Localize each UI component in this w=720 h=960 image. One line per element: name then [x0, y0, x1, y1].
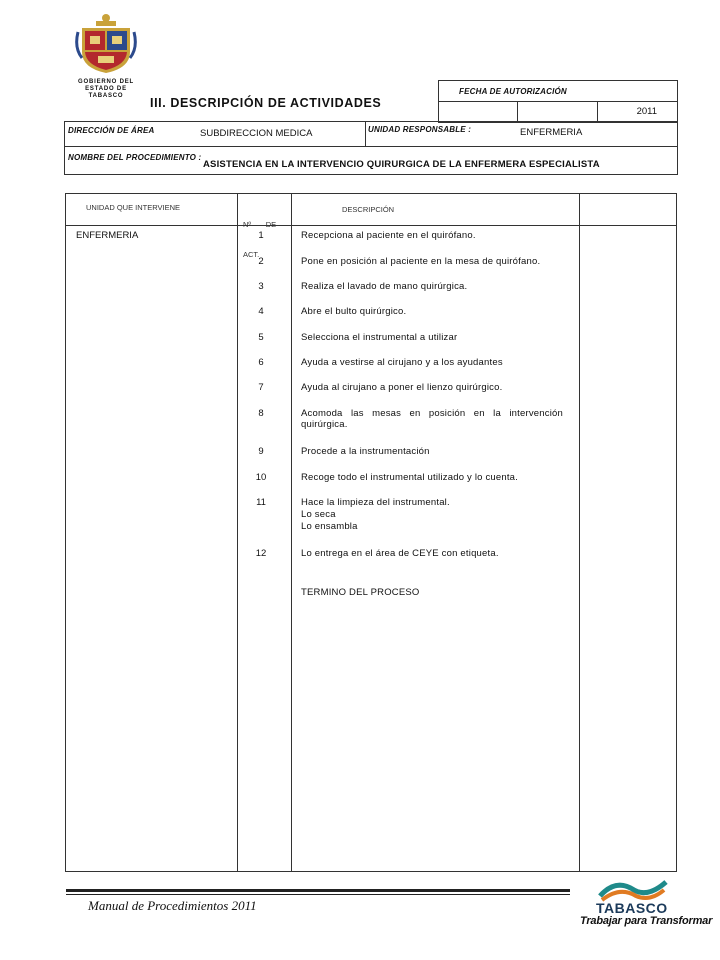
activity-number: 1 [258, 230, 264, 241]
activity-number: 7 [258, 382, 264, 393]
authorization-label-box [438, 80, 678, 102]
column-header-description: DESCRIPCIÓN [342, 205, 395, 214]
activity-number: 9 [258, 446, 264, 457]
unit-cell: ENFERMERIA [76, 230, 139, 241]
authorization-label: FECHA DE AUTORIZACIÓN [459, 87, 567, 96]
unit-value: ENFERMERIA [520, 127, 583, 138]
activity-description: Pone en posición al paciente en la mesa de quirófano. [301, 256, 541, 267]
activity-description: Selecciona el instrumental a utilizar [301, 332, 458, 343]
activity-description [301, 497, 563, 533]
activity-number: 3 [258, 281, 264, 292]
area-value: SUBDIRECCION MEDICA [200, 128, 313, 139]
brand-slogan: Trabajar para Transformar [580, 915, 713, 927]
tabasco-brand-logo [578, 872, 713, 934]
activity-description: Lo entrega en el área de CEYE con etiqueta. [301, 548, 499, 559]
unit-label: UNIDAD RESPONSABLE : [368, 125, 472, 134]
procedure-value: ASISTENCIA EN LA INTERVENCIO QUIRURGICA DE LA ENFERMERA ESPECIALISTA [203, 159, 600, 170]
activity-sub-step: Lo seca [301, 509, 336, 520]
column-divider-2 [291, 193, 292, 872]
activity-number: 10 [255, 472, 267, 483]
activity-description: Ayuda al cirujano a poner el lienzo quirúrgico. [301, 382, 503, 393]
activity-description: Recoge todo el instrumental utilizado y lo cuenta. [301, 472, 519, 483]
activity-description: Procede a la instrumentación [301, 446, 430, 457]
authorization-year: 2011 [636, 106, 657, 117]
logo-line-2: ESTADO DE [85, 86, 127, 92]
authorization-year-cell [597, 101, 678, 123]
activity-number: 2 [258, 256, 264, 267]
area-box [64, 121, 366, 147]
brand-swoosh-icon [598, 876, 668, 902]
activity-description: Recepciona al paciente en el quirófano. [301, 230, 476, 241]
footer-rule-thick [66, 889, 570, 892]
authorization-date-cell-2 [517, 101, 598, 123]
area-label: DIRECCIÓN DE ÁREA [68, 126, 155, 135]
column-header-unit: UNIDAD QUE INTERVIENE [86, 203, 181, 212]
logo-line-1: GOBIERNO DEL [78, 79, 134, 85]
table-header-divider [65, 225, 677, 226]
coat-of-arms-logo [74, 12, 138, 99]
unit-box [365, 121, 678, 147]
activity-description: Ayuda a vestirse al cirujano y a los ayudantes [301, 357, 503, 368]
activity-number: 4 [258, 306, 264, 317]
activity-description: Acomoda las mesas en posición en la intervención quirúrgica. [301, 408, 563, 430]
shield-icon [74, 12, 138, 74]
column-divider-3 [579, 193, 580, 872]
logo-line-3: TABASCO [88, 93, 124, 99]
activity-description: Realiza el lavado de mano quirúrgica. [301, 281, 468, 292]
activity-description: Abre el bulto quirúrgico. [301, 306, 407, 317]
section-title: III. DESCRIPCIÓN DE ACTIVIDADES [150, 96, 382, 110]
activity-number: 8 [258, 408, 264, 419]
activity-sub-step: Lo ensambla [301, 521, 358, 532]
brand-name: TABASCO [596, 900, 668, 916]
procedure-label: NOMBRE DEL PROCEDIMIENTO : [68, 153, 202, 162]
manual-title: Manual de Procedimientos 2011 [88, 898, 257, 913]
activity-number: 12 [255, 548, 267, 559]
column-header-num-line2: ACT. [243, 250, 260, 259]
activity-number: 6 [258, 357, 264, 368]
column-header-num-line1: Nº DE [243, 220, 277, 229]
activity-number: 5 [258, 332, 264, 343]
column-divider-1 [237, 193, 238, 872]
authorization-date-cell-1 [438, 101, 518, 123]
footer-rule-thin [66, 894, 570, 895]
procedure-box [64, 146, 678, 175]
activity-description-main: Hace la limpieza del instrumental. [301, 497, 450, 508]
activity-number: 11 [256, 497, 266, 508]
process-end-text: TERMINO DEL PROCESO [301, 587, 420, 598]
